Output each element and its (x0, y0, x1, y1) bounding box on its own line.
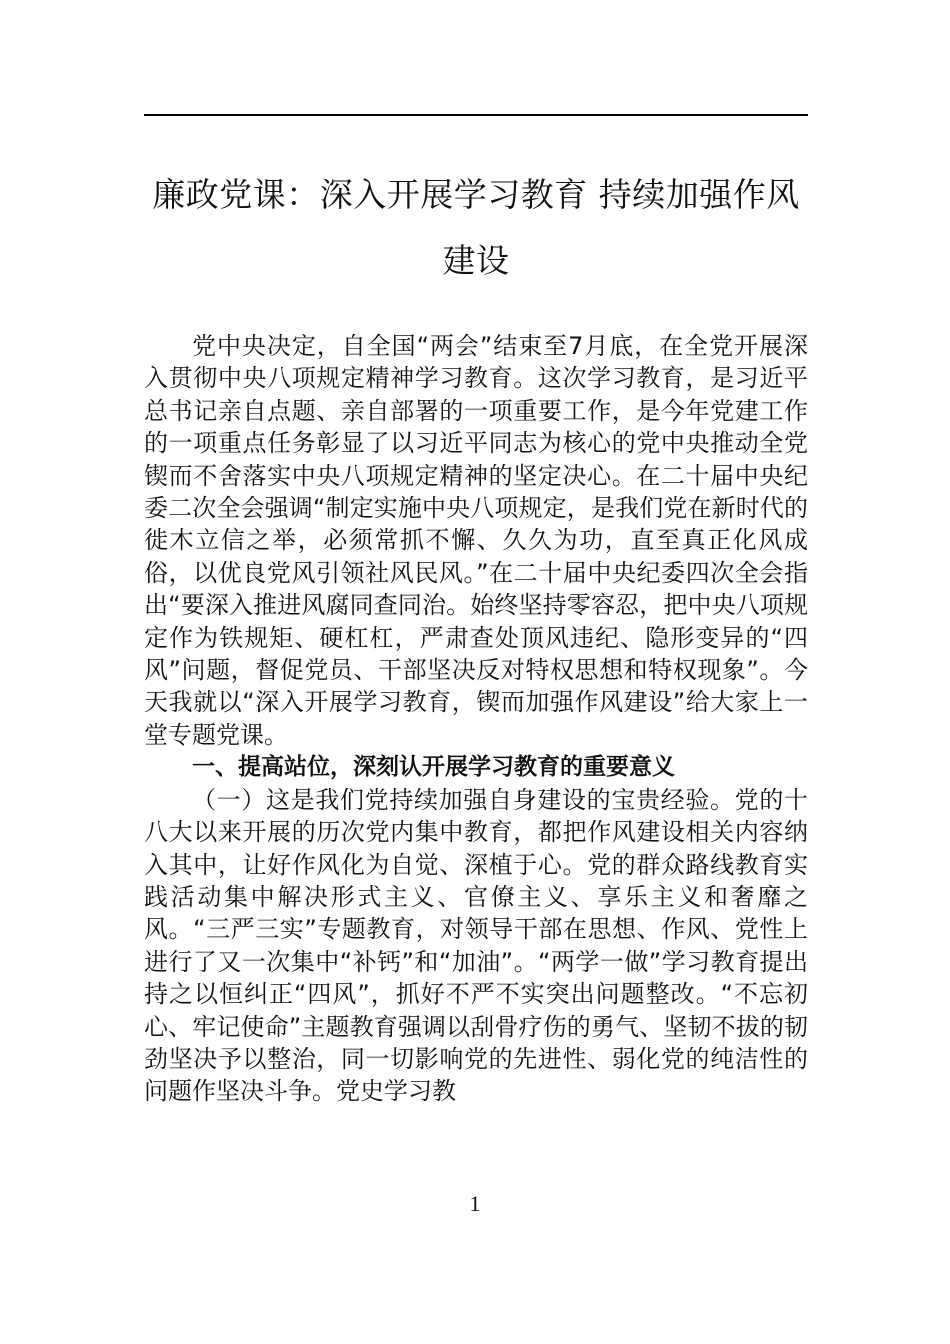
page-number: 1 (469, 1191, 481, 1216)
document-body (144, 330, 808, 1108)
section-heading: 一、提高站位，深刻认开展学习教育的重要意义 (192, 754, 675, 781)
header-rule (144, 114, 808, 116)
paragraph-subsection-1: （一）这是我们党持续加强自身建设的宝贵经验。党的十八大以来开展的历次党内集中教育，都把作风建设相关内容纳入其中，让好作风化为自觉、深植于心。党的群众路线教育实践活动集中解决形式主义、官僚主义、享乐主义和奢靡之风。“三严三实”专题教育，对领导干部在思想、作风、党性上进行了又一次集中“补钙”和“加油”。“两学一做”学习教育提出持之以恒纠正“四风”，抓好不严不实突出问题整改。“不忘初心、牢记使命”主题教育强调以刮骨疗伤的勇气、坚韧不拔的韧劲坚决予以整治，同一切影响党的先进性、弱化党的纯洁性的问题作坚决斗争。党史学习教 (144, 785, 808, 1106)
paragraph-intro: 党中央决定，自全国“两会”结束至7月底，在全党开展深入贯彻中央八项规定精神学习教育。这次学习教育，是习近平总书记亲自点题、亲自部署的一项重要工作，是今年党建工作的一项重点任务彰显了以习近平同志为核心的党中央推动全党锲而不舍落实中央八项规定精神的坚定决心。在二十届中央纪委二次全会强调“制定实施中央八项规定，是我们党在新时代的徙木立信之举，必须常抓不懈、久久为功，直至真正化风成俗，以优良党风引领社风民风。”在二十届中央纪委四次全会指出“要深入推进风腐同查同治。始终坚持零容忍，把中央八项规定作为铁规矩、硬杠杠，严肃查处顶风违纪、隐形变异的“四风”问题，督促党员、干部坚决反对特权思想和特权现象”。今天我就以“深入开展学习教育，锲而加强作风建设”给大家上一堂专题党课。 (144, 332, 808, 749)
document-title: 廉政党课：深入开展学习教育 持续加强作风建设 (152, 175, 800, 280)
